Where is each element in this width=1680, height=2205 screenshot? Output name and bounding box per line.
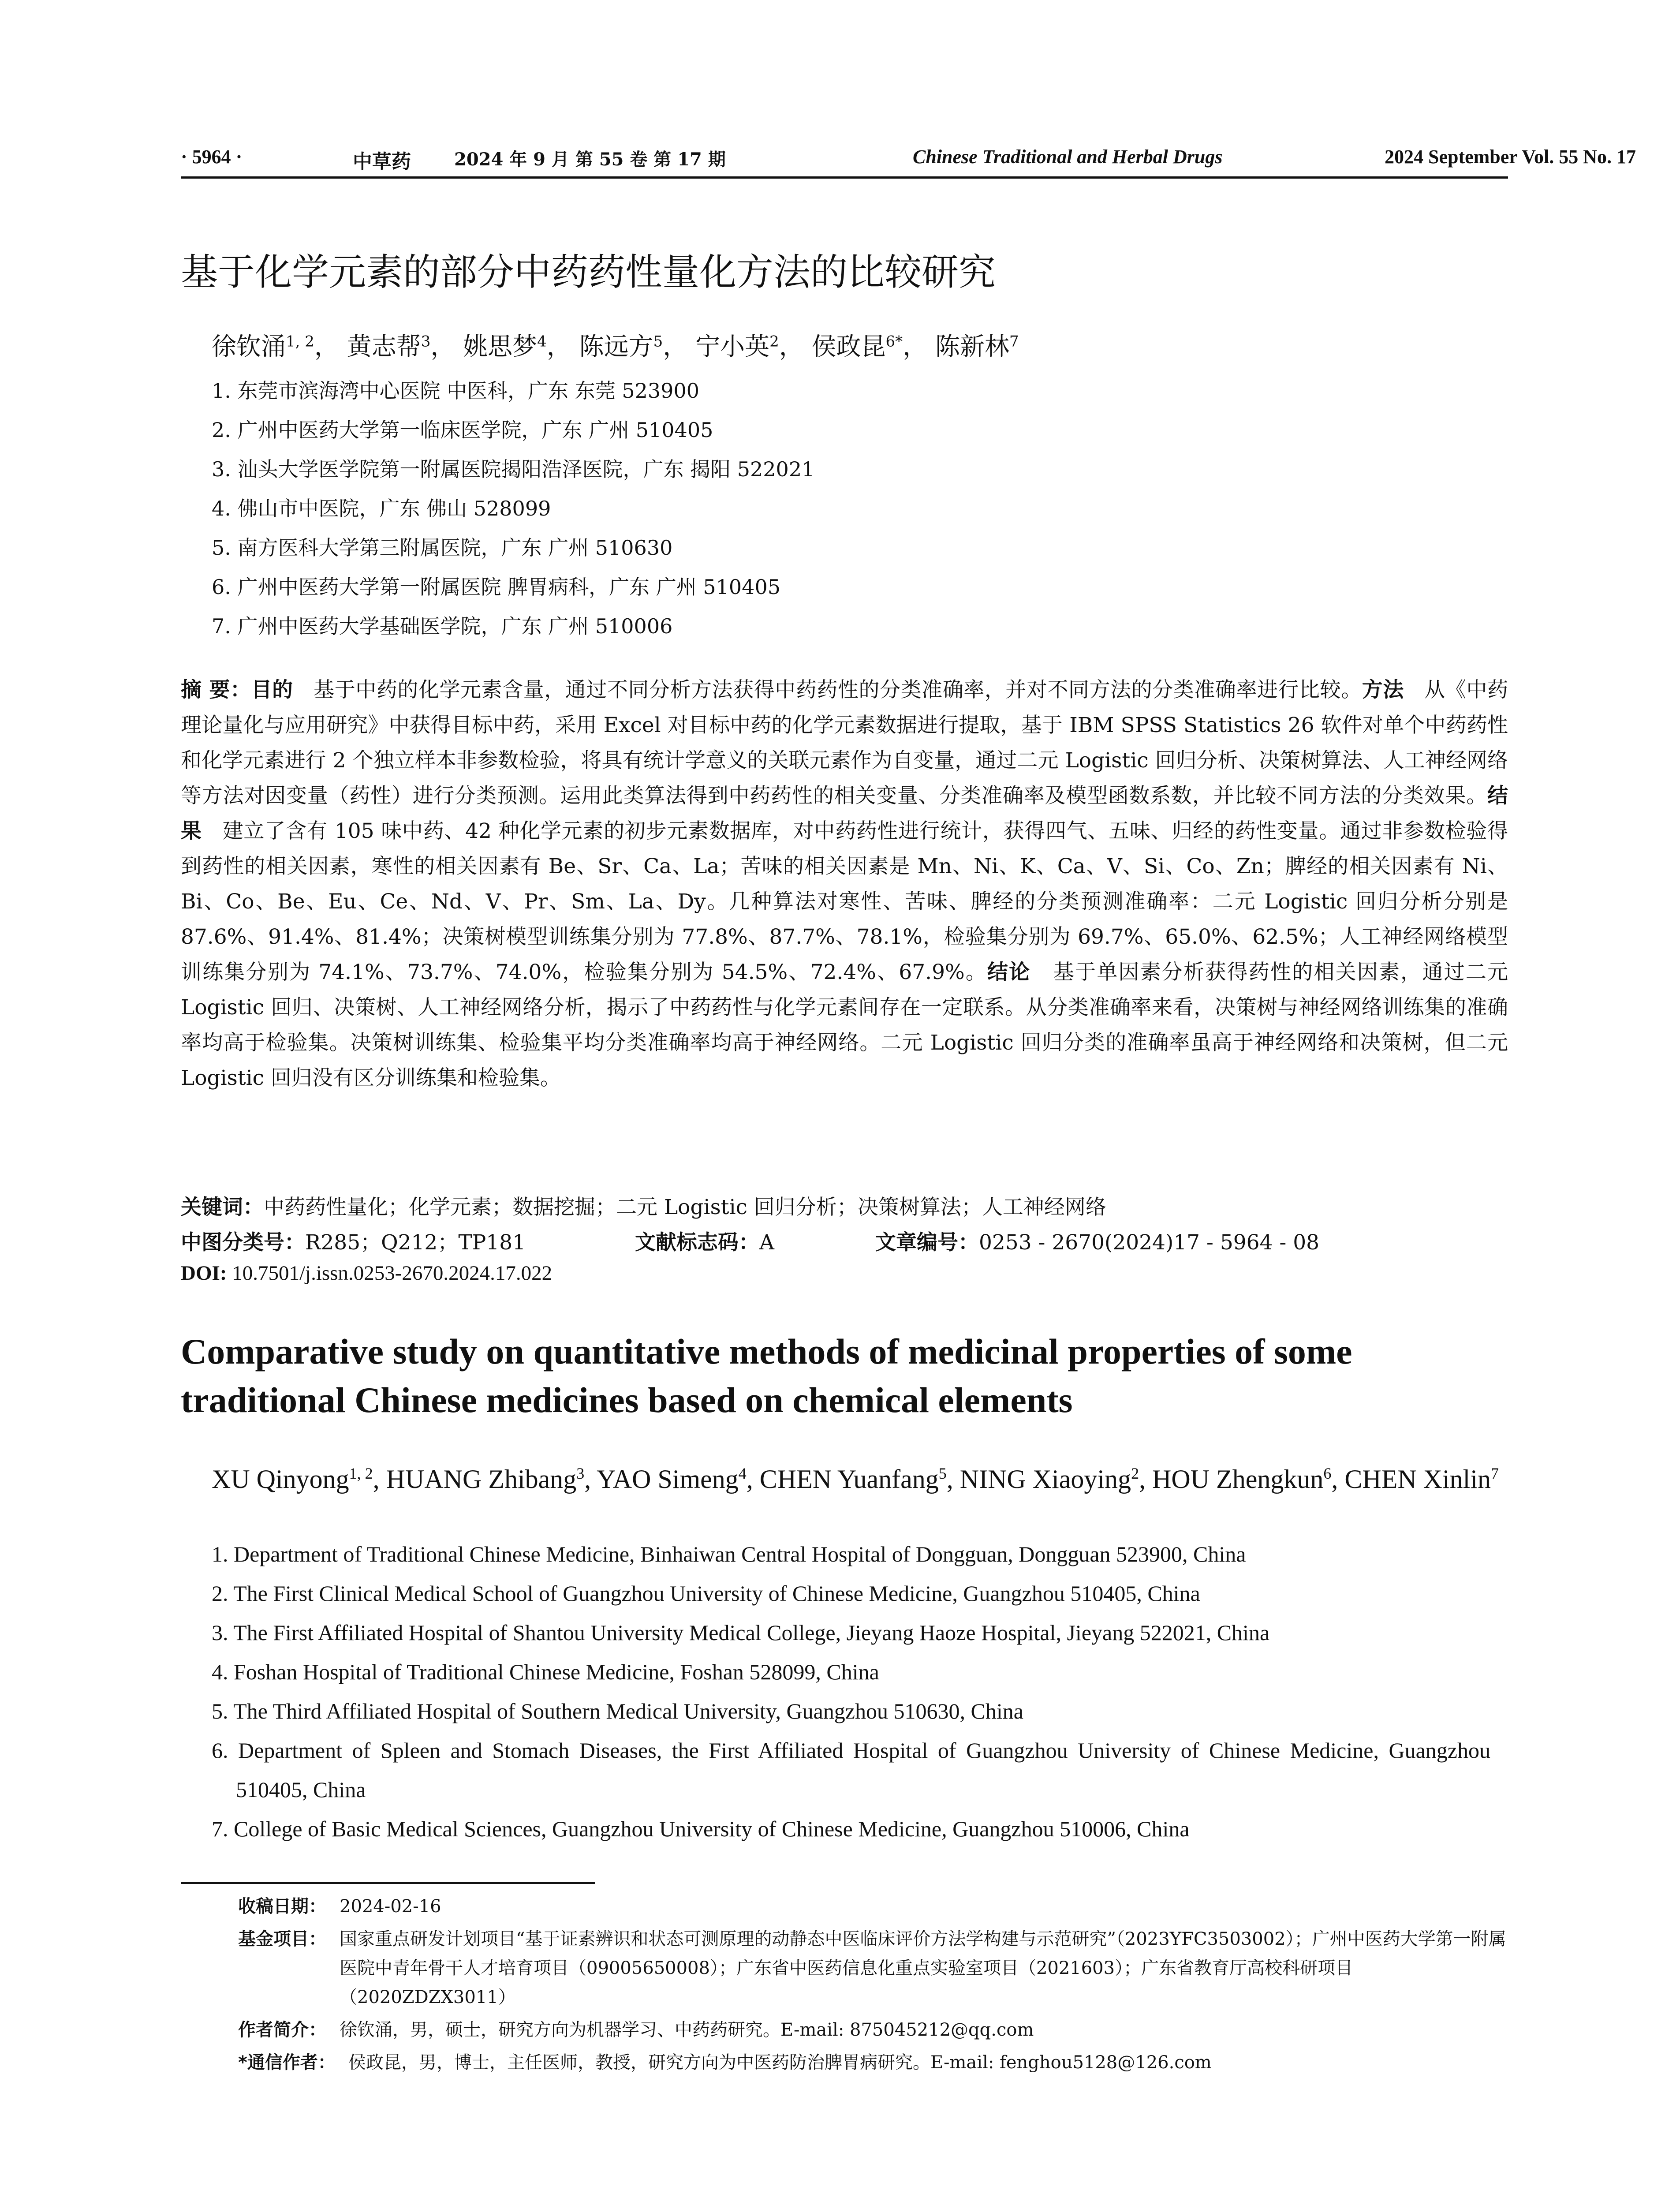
author-bio-label: 作者简介： — [238, 2020, 326, 2040]
doc-code-value: A — [759, 1230, 774, 1255]
author: HUANG Zhibang — [386, 1465, 577, 1494]
author: XU Qinyong — [212, 1465, 349, 1494]
corresponding-label: *通信作者： — [238, 2052, 336, 2073]
affiliation: 4. Foshan Hospital of Traditional Chinese Medicine, Foshan 528099, China — [212, 1659, 879, 1684]
affiliation: 3. The First Affiliated Hospital of Shantou University Medical College, Jieyang Haoze Hospital, Jieyang 522021, China — [212, 1620, 1270, 1645]
author-affiliation-mark: 6* — [885, 333, 903, 351]
article-number-value: 0253 - 2670(2024)17 - 5964 - 08 — [979, 1230, 1320, 1255]
results-label: 结果 — [181, 784, 1508, 843]
author-affiliation-mark: 7 — [1491, 1465, 1499, 1482]
doi-line — [181, 1261, 1508, 1285]
author: CHEN Yuanfang — [759, 1465, 939, 1494]
keywords-label: 关键词： — [181, 1195, 264, 1219]
affiliation: 6. Department of Spleen and Stomach Diseases, the First Affiliated Hospital of Guangzhou University of Chinese Medicine, Guangzhou 510405, China — [212, 1738, 1490, 1802]
author-affiliation-mark: 5 — [653, 333, 663, 351]
issue-date-en: 2024 September Vol. 55 No. 17 — [1385, 146, 1636, 168]
author-affiliation-mark: 5 — [938, 1465, 947, 1482]
affiliation: 6. 广州中医药大学第一附属医院 脾胃病科，广东 广州 510405 — [212, 575, 780, 599]
author: 黄志帮 — [347, 333, 421, 361]
author: 陈新林 — [935, 333, 1009, 361]
author-affiliation-mark: 2 — [1131, 1465, 1139, 1482]
abstract-cn — [181, 673, 1508, 1096]
affiliation: 5. 南方医科大学第三附属医院，广东 广州 510630 — [212, 536, 673, 560]
author-affiliation-mark: 4 — [738, 1465, 747, 1482]
author-bio-text: 徐钦涌，男，硕士，研究方向为机器学习、中药药研究。E-mail: 875045212@qq.com — [340, 2020, 1034, 2040]
fund-text: 国家重点研发计划项目“基于证素辨识和状态可测原理的动静态中医临床评价方法学构建与示范研究”（2023YFC3503002）；广州中医药大学第一附属医院中青年骨干人才培育项目（09005650008）；广东省中医药信息化重点实验室项目（2021603）；广东省教育厅高校科研项目（2020ZDZX3011） — [340, 1929, 1506, 2007]
objective-text: 基于中药的化学元素含量，通过不同分析方法获得中药药性的分类准确率，并对不同方法的分类准确率进行比较。 — [314, 678, 1362, 702]
article-number-block — [875, 1226, 1319, 1256]
author-affiliation-mark: 1, 2 — [349, 1465, 373, 1482]
results-text: 建立了含有 105 味中药、42 种化学元素的初步元素数据库，对中药药性进行统计，获得四气、五味、归经的药性变量。通过非参数检验得到药性的相关因素，寒性的相关因素有 Be、Sr、Ca、La；苦味的相关因素是 Mn、Ni、K、Ca、V、Si、Co、Zn；脾经的相关因素有 Ni、Bi、Co、Be、Eu、Ce、Nd、V、Pr、Sm、La、Dy。几种算法对寒性、苦味、脾经的分类预测准确率：二元 Logistic 回归分析分别是 87.6%、91.4%、81.4%；决策树模型训练集分别为 77.8%、87.7%、78.1%，检验集分别为 69.7%、65.0%、62.5%；人工神经网络模型训练集分别为 74.1%、73.7%、74.0%，检验集分别为 54.5%、72.4%、67.9%。 — [181, 819, 1508, 984]
affiliation: 7. 广州中医药大学基础医学院，广东 广州 510006 — [212, 614, 673, 638]
affiliations-en — [212, 1535, 1490, 1849]
running-header — [181, 141, 1636, 179]
keywords-line — [181, 1191, 1508, 1220]
journal-name-cn: 中草药 — [353, 150, 411, 173]
footnote-divider — [181, 1882, 595, 1884]
received-date: 2024-02-16 — [340, 1896, 441, 1917]
clc-block — [181, 1226, 526, 1256]
clc-label: 中图分类号： — [181, 1230, 305, 1255]
corresponding-text: 侯政昆，男，博士，主任医师，教授，研究方向为中医药防治脾胃病研究。E-mail: fenghou5128@126.com — [348, 2052, 1212, 2073]
author: 宁小英 — [695, 333, 770, 361]
authors-en: XU Qinyong$^{1, 2}$, HUANG Zhibang$^3$, YAO Simeng$^4$, CHEN Yuanfang$^5$, NING Xiaoying$^2$, HOU Zhengkun$^6$, CHEN Xinlin$^7$ — [212, 1465, 1499, 1494]
clc-value: R285；Q212；TP181 — [305, 1230, 526, 1255]
journal-name-en: Chinese Traditional and Herbal Drugs — [913, 146, 1223, 168]
fund-label: 基金项目： — [238, 1929, 326, 1949]
page-number: · 5964 · — [181, 146, 243, 168]
affiliation: 2. 广州中医药大学第一临床医学院，广东 广州 510405 — [212, 418, 713, 442]
title-cn: 基于化学元素的部分中药药性量化方法的比较研究 — [181, 250, 996, 294]
affiliation: 4. 佛山市中医院，广东 佛山 528099 — [212, 497, 551, 520]
issue-date-cn: 2024 年 9 月 第 55 卷 第 17 期 — [454, 149, 726, 170]
author-affiliation-mark: 3 — [576, 1465, 585, 1482]
article-number-label: 文章编号： — [875, 1230, 979, 1255]
author: 陈远方 — [579, 333, 653, 361]
authors-cn: 徐钦涌$^{1, 2}$， 黄志帮$^3$， 姚思梦$^4$， 陈远方$^5$， 宁小英$^2$， 侯政昆$^{6*}$， 陈新林$^7$ — [212, 333, 1019, 361]
doi-value: 10.7501/j.issn.0253-2670.2024.17.022 — [232, 1262, 553, 1285]
objective-label: 目的 — [251, 678, 293, 702]
footnote-author — [238, 2015, 1508, 2044]
methods-label: 方法 — [1362, 678, 1404, 702]
received-label: 收稿日期： — [238, 1896, 326, 1917]
author-affiliation-mark: 3 — [421, 333, 431, 351]
abstract-label: 摘 要： — [181, 678, 251, 702]
author: HOU Zhengkun — [1152, 1465, 1324, 1494]
author: 姚思梦 — [463, 333, 538, 361]
affiliation: 2. The First Clinical Medical School of Guangzhou University of Chinese Medicine, Guangzhou 510405, China — [212, 1581, 1200, 1606]
doc-code-label: 文献标志码： — [635, 1230, 759, 1255]
footnotes — [238, 1892, 1508, 2081]
author-affiliation-mark: 2 — [769, 333, 779, 351]
affiliations-cn — [212, 375, 1490, 650]
conclusion-label: 结论 — [987, 960, 1031, 984]
footnote-received — [238, 1892, 1508, 1921]
methods-text: 从《中药理论量化与应用研究》中获得目标中药，采用 Excel 对目标中药的化学元素数据进行提取，基于 IBM SPSS Statistics 26 软件对单个中药药性和化学元素进行 2 个独立样本非参数检验，将具有统计学意义的关联元素作为自变量，通过二元 Logistic 回归分析、决策树算法、人工神经网络等方法对因变量（药性）进行分类预测。运用此类算法得到中药药性的相关变量、分类准确率及模型函数系数，并比较不同方法的分类效果。 — [181, 678, 1508, 808]
conclusion-text: 基于单因素分析获得药性的相关因素，通过二元 Logistic 回归、决策树、人工神经网络分析，揭示了中药药性与化学元素间存在一定联系。从分类准确率来看，决策树与神经网络训练集的准确率均高于检验集。决策树训练集、检验集平均分类准确率均高于神经网络。二元 Logistic 回归分类的准确率虽高于神经网络和决策树，但二元 Logistic 回归没有区分训练集和检验集。 — [181, 960, 1508, 1090]
footnote-corresponding — [238, 2048, 1508, 2077]
affiliation: 1. Department of Traditional Chinese Medicine, Binhaiwan Central Hospital of Dongguan, Dongguan 523900, China — [212, 1542, 1246, 1566]
author: NING Xiaoying — [959, 1465, 1131, 1494]
affiliation: 1. 东莞市滨海湾中心医院 中医科，广东 东莞 523900 — [212, 379, 699, 403]
title-en: Comparative study on quantitative methods of medicinal properties of some traditional Chinese medicines based on chemical elements — [181, 1331, 1352, 1420]
footnote-fund — [238, 1925, 1508, 2012]
author: YAO Simeng — [597, 1465, 739, 1494]
affiliation: 7. College of Basic Medical Sciences, Guangzhou University of Chinese Medicine, Guangzhou 510006, China — [212, 1816, 1190, 1841]
doi-label: DOI: — [181, 1262, 227, 1285]
author-affiliation-mark: 1, 2 — [286, 333, 314, 351]
author-affiliation-mark: 4 — [537, 333, 547, 351]
author: 徐钦涌 — [212, 333, 286, 361]
doc-code-block — [635, 1226, 774, 1256]
affiliation: 3. 汕头大学医学院第一附属医院揭阳浩泽医院，广东 揭阳 522021 — [212, 457, 815, 481]
author: 侯政昆 — [811, 333, 886, 361]
author: CHEN Xinlin — [1344, 1465, 1491, 1494]
author-affiliation-mark: 6 — [1323, 1465, 1332, 1482]
keywords-value: 中药药性量化；化学元素；数据挖掘；二元 Logistic 回归分析；决策树算法；人工神经网络 — [264, 1195, 1106, 1219]
author-affiliation-mark: 7 — [1009, 333, 1019, 351]
affiliation: 5. The Third Affiliated Hospital of Southern Medical University, Guangzhou 510630, China — [212, 1699, 1023, 1723]
